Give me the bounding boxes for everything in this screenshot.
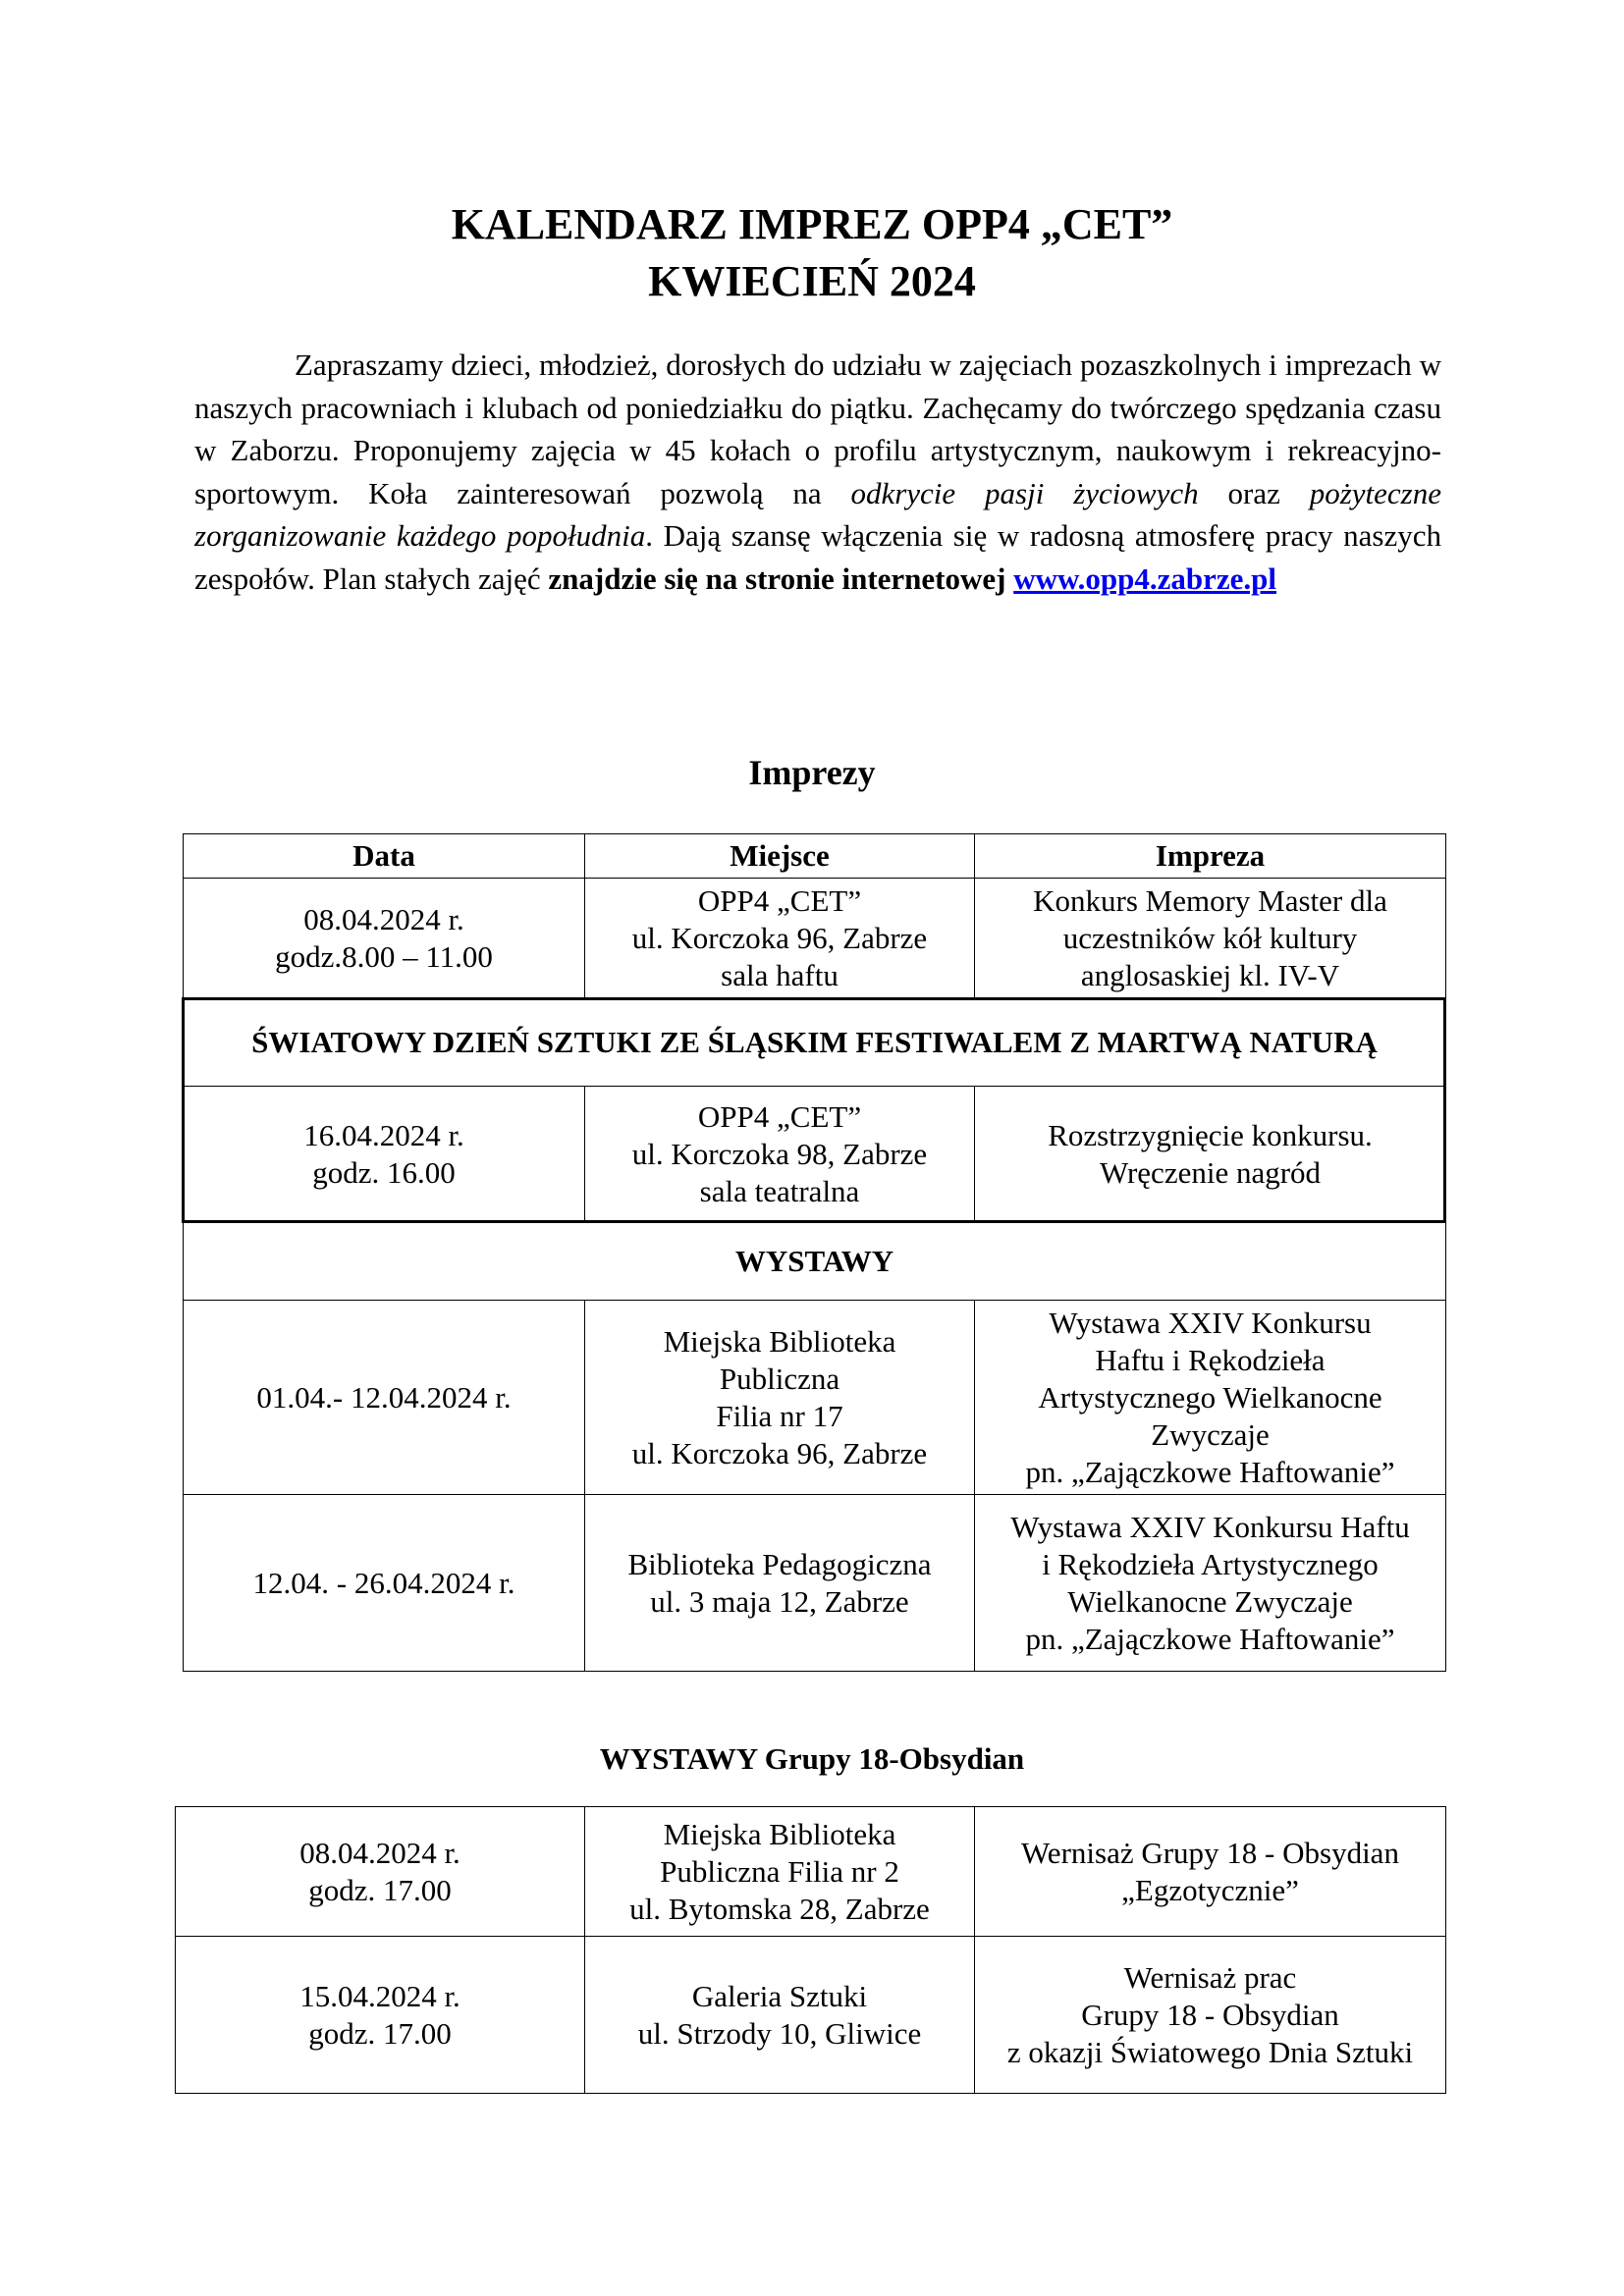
intro-bold: znajdzie się na stronie internetowej [548, 561, 1006, 596]
cell-event [975, 1087, 1446, 1222]
page-title [0, 196, 1624, 310]
place-line: ul. Strzody 10, Gliwice [637, 2015, 922, 2051]
obsydian-heading: WYSTAWY Grupy 18-Obsydian [599, 1741, 1025, 1776]
cell-event [975, 1301, 1446, 1495]
place-line: ul. 3 maja 12, Zabrze [650, 1583, 909, 1619]
header-miejsce: Miejsce [585, 834, 975, 879]
event-line: i Rękodzieła Artystycznego [1042, 1546, 1379, 1581]
time-line: godz.8.00 – 11.00 [275, 938, 493, 974]
place-line: ul. Korczoka 98, Zabrze [631, 1136, 928, 1171]
cell-place [585, 1087, 975, 1222]
event-line: Grupy 18 - Obsydian [1081, 1997, 1339, 2032]
event-line: Zwyczaje [1151, 1416, 1270, 1452]
cell-place [585, 879, 975, 998]
imprezy-table [183, 833, 1446, 1672]
event-line: pn. „Zajączkowe Haftowanie” [1025, 1454, 1395, 1489]
cell-event [975, 1937, 1446, 2094]
event-line: z okazji Światowego Dnia Sztuki [1006, 2034, 1414, 2069]
intro-paragraph [194, 344, 1441, 600]
festival-banner: ŚWIATOWY DZIEŃ SZTUKI ZE ŚLĄSKIM FESTIWALEM Z MARTWĄ NATURĄ [184, 998, 1446, 1087]
place-line: Miejska Biblioteka [663, 1816, 896, 1851]
table-row [184, 879, 1446, 998]
obsydian-table [175, 1806, 1446, 2094]
place-line: sala haftu [721, 957, 839, 992]
header-impreza: Impreza [975, 834, 1446, 879]
wystawy-heading: WYSTAWY [184, 1222, 1446, 1301]
cell-place [585, 1807, 975, 1937]
place-line: sala teatralna [699, 1173, 860, 1208]
event-line: Wystawa XXIV Konkursu [1049, 1305, 1372, 1340]
event-line: Artystycznego Wielkanocne [1038, 1379, 1382, 1415]
event-line: uczestników kół kultury [1062, 920, 1358, 955]
cell-date [184, 879, 585, 998]
event-line: anglosaskiej kl. IV-V [1080, 957, 1340, 992]
cell-event [975, 879, 1446, 998]
cell-date [176, 1807, 585, 1937]
intro-emphasis-2: pożyteczne zorganizowanie każdego popołudnia [194, 475, 1441, 553]
event-line: pn. „Zajączkowe Haftowanie” [1025, 1621, 1395, 1656]
wystawy-header-row [184, 1222, 1446, 1301]
date-line: 08.04.2024 r. [299, 1835, 460, 1870]
festival-banner-row [184, 998, 1446, 1087]
place-line: Miejska Biblioteka [663, 1323, 896, 1359]
place-line: Publiczna [719, 1361, 840, 1396]
table-row [184, 1495, 1446, 1672]
place-line: ul. Korczoka 96, Zabrze [631, 1435, 928, 1470]
table-header-row [184, 834, 1446, 879]
place-line: OPP4 „CET” [697, 882, 862, 918]
table-row [184, 1301, 1446, 1495]
event-line: Haftu i Rękodzieła [1095, 1342, 1326, 1377]
date-line: 15.04.2024 r. [299, 1978, 460, 2013]
date-line: 01.04.- 12.04.2024 r. [256, 1379, 512, 1415]
title-line-1: KALENDARZ IMPREZ OPP4 „CET” [451, 200, 1173, 248]
date-line: 16.04.2024 r. [303, 1117, 464, 1152]
event-line: Konkurs Memory Master dla [1033, 882, 1387, 918]
table-row [176, 1937, 1446, 2094]
header-data: Data [184, 834, 585, 879]
place-line: Galeria Sztuki [691, 1978, 868, 2013]
intro-emphasis-1: odkrycie pasji życiowych [850, 475, 1199, 510]
event-line: „Egzotycznie” [1121, 1872, 1299, 1907]
table-row [184, 1087, 1446, 1222]
event-line: Wernisaż prac [1123, 1959, 1297, 1995]
website-link[interactable]: www.opp4.zabrze.pl [1013, 561, 1277, 596]
cell-place [585, 1301, 975, 1495]
date-line: 08.04.2024 r. [303, 901, 464, 936]
cell-date [184, 1301, 585, 1495]
place-line: ul. Bytomska 28, Zabrze [629, 1891, 930, 1926]
event-line: Wręczenie nagród [1099, 1154, 1322, 1190]
place-line: Filia nr 17 [716, 1398, 843, 1433]
cell-event [975, 1495, 1446, 1672]
intro-text-1: Zapraszamy dzieci, młodzież, dorosłych do udziału w zajęciach pozaszkolnych i imprezach w naszych pracowniach i klubach od poniedziałku do piątku. Zachęcamy do twórczego spędzania czasu w Zaborzu. Proponujemy zajęcia w 45 kołach o profilu artystycznym, naukowym i rekreacyjno-sportowym. Koła zainteresowań pozwolą na [194, 347, 1441, 510]
table-row [176, 1807, 1446, 1937]
cell-place [585, 1495, 975, 1672]
cell-event [975, 1807, 1446, 1937]
event-line: Wernisaż Grupy 18 - Obsydian [1021, 1835, 1399, 1870]
place-line: OPP4 „CET” [697, 1098, 862, 1134]
imprezy-heading: Imprezy [748, 753, 876, 792]
title-line-2: KWIECIEŃ 2024 [648, 257, 976, 305]
date-line: 12.04. - 26.04.2024 r. [252, 1565, 515, 1600]
event-line: Rozstrzygnięcie konkursu. [1048, 1117, 1373, 1152]
place-line: Publiczna Filia nr 2 [660, 1853, 899, 1889]
cell-date [184, 1495, 585, 1672]
time-line: godz. 17.00 [308, 2015, 452, 2051]
event-line: Wystawa XXIV Konkursu Haftu [1010, 1509, 1410, 1544]
time-line: godz. 16.00 [312, 1154, 456, 1190]
time-line: godz. 17.00 [308, 1872, 452, 1907]
cell-place [585, 1937, 975, 2094]
cell-date [184, 1087, 585, 1222]
event-line: Wielkanocne Zwyczaje [1067, 1583, 1353, 1619]
place-line: ul. Korczoka 96, Zabrze [631, 920, 928, 955]
intro-text-3: . Dają szansę włączenia się w radosną atmosferę pracy naszych zespołów. Plan stałych zajęć [194, 518, 1441, 596]
cell-date [176, 1937, 585, 2094]
place-line: Biblioteka Pedagogiczna [627, 1546, 932, 1581]
intro-text-2: oraz [1198, 475, 1310, 510]
